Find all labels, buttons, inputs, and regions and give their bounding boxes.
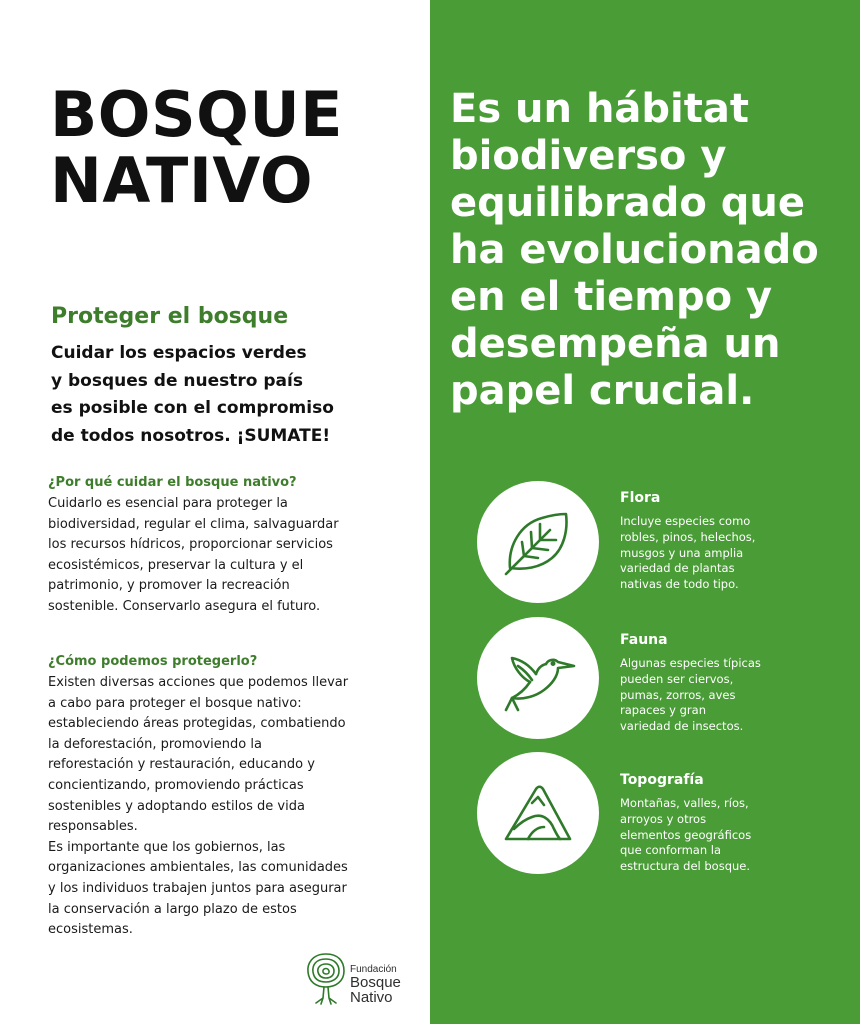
topography-icon-circle — [477, 752, 599, 874]
feature-title-flora: Flora — [620, 490, 661, 506]
text-line: Existen diversas acciones que podemos llevar — [48, 675, 349, 690]
lead-line: y bosques de nuestro país — [51, 370, 303, 391]
desc-line: pumas, zorros, aves — [620, 687, 736, 702]
feature-desc-topografia — [620, 796, 751, 875]
text-line: concientizando, promoviendo prácticas — [48, 777, 304, 793]
text-line: reforestación y restauración, educando y — [48, 757, 315, 773]
section-how-heading: ¿Cómo podemos protegerlo? — [48, 654, 258, 669]
section-how-text — [48, 673, 348, 941]
feature-title-fauna: Fauna — [620, 632, 668, 648]
headline-line: Es un hábitat — [450, 86, 749, 132]
desc-line: nativas de todo tipo. — [620, 577, 739, 592]
desc-line: estructura del bosque. — [620, 859, 751, 874]
text-line: organizaciones ambientales, las comunidades — [48, 860, 348, 876]
mountain-icon — [498, 773, 578, 853]
desc-line: rapaces y gran — [620, 703, 706, 718]
desc-line: robles, pinos, helechos, — [620, 529, 756, 544]
feature-title-topografia: Topografía — [620, 772, 704, 788]
text-line: sostenible. Conservarlo asegura el futuro. — [48, 598, 321, 614]
text-line: y los individuos trabajen juntos para asegurar — [48, 880, 347, 896]
headline-line: ha evolucionado — [450, 227, 819, 273]
headline-line: biodiverso y — [450, 133, 727, 179]
text-line: la deforestación, promoviendo la — [48, 736, 262, 752]
lead-line: de todos nosotros. ¡SUMATE! — [51, 425, 331, 446]
text-line: los recursos hídricos, proporcionar servicios — [48, 537, 333, 553]
tree-rings-logo-icon — [304, 950, 348, 1006]
desc-line: que conforman la — [620, 843, 722, 858]
desc-line: variedad de insectos. — [620, 719, 744, 734]
logo-line: Fundación — [350, 964, 397, 975]
desc-line: Algunas especies típicas — [620, 656, 761, 670]
desc-line: arroyos y otros — [620, 811, 707, 826]
lead-paragraph — [51, 340, 334, 450]
desc-line: musgos y una amplia — [620, 545, 744, 560]
leaf-icon — [498, 502, 578, 582]
desc-line: pueden ser ciervos, — [620, 671, 734, 686]
logo-text — [350, 964, 401, 1005]
main-title — [50, 78, 344, 217]
text-line: responsables. — [48, 819, 138, 835]
hummingbird-icon — [498, 638, 578, 718]
text-line: sostenibles y adoptando estilos de vida — [48, 798, 305, 814]
headline-line: en el tiempo y — [450, 274, 773, 320]
desc-line: Montañas, valles, ríos, — [620, 796, 749, 810]
text-line: ecosistemas. — [48, 922, 133, 938]
text-line: biodiversidad, regular el clima, salvaguardar — [48, 516, 339, 532]
foundation-logo — [304, 950, 424, 1006]
desc-line: variedad de plantas — [620, 561, 735, 576]
text-line: ecosistémicos, preservar la cultura y el — [48, 557, 304, 573]
text-line: Es importante que los gobiernos, las — [48, 839, 286, 855]
headline — [450, 86, 819, 415]
headline-line: equilibrado que — [450, 180, 805, 226]
flora-icon-circle — [477, 481, 599, 603]
text-line: Cuidarlo es esencial para proteger la — [48, 496, 288, 511]
desc-line: elementos geográficos — [620, 827, 752, 842]
logo-line: Nativo — [350, 989, 393, 1006]
lead-line: es posible con el compromiso — [51, 398, 334, 418]
text-line: la conservación a largo plazo de estos — [48, 901, 297, 917]
headline-line: papel crucial. — [450, 368, 755, 414]
lead-line: Cuidar los espacios verdes — [51, 343, 307, 363]
text-line: estableciendo áreas protegidas, combatiendo — [48, 716, 346, 732]
feature-desc-fauna — [620, 656, 761, 735]
headline-line: desempeña un — [450, 321, 781, 367]
section-why-heading: ¿Por qué cuidar el bosque nativo? — [48, 475, 297, 490]
text-line: a cabo para proteger el bosque nativo: — [48, 695, 302, 711]
text-line: patrimonio, y promover la recreación — [48, 578, 290, 594]
desc-line: Incluye especies como — [620, 514, 751, 528]
subtitle: Proteger el bosque — [51, 304, 289, 329]
logo-line: Bosque — [350, 974, 401, 991]
fauna-icon-circle — [477, 617, 599, 739]
main-title-line: NATIVO — [50, 144, 314, 217]
main-title-line: BOSQUE — [50, 78, 344, 151]
feature-desc-flora — [620, 514, 755, 593]
section-why-text — [48, 494, 339, 618]
